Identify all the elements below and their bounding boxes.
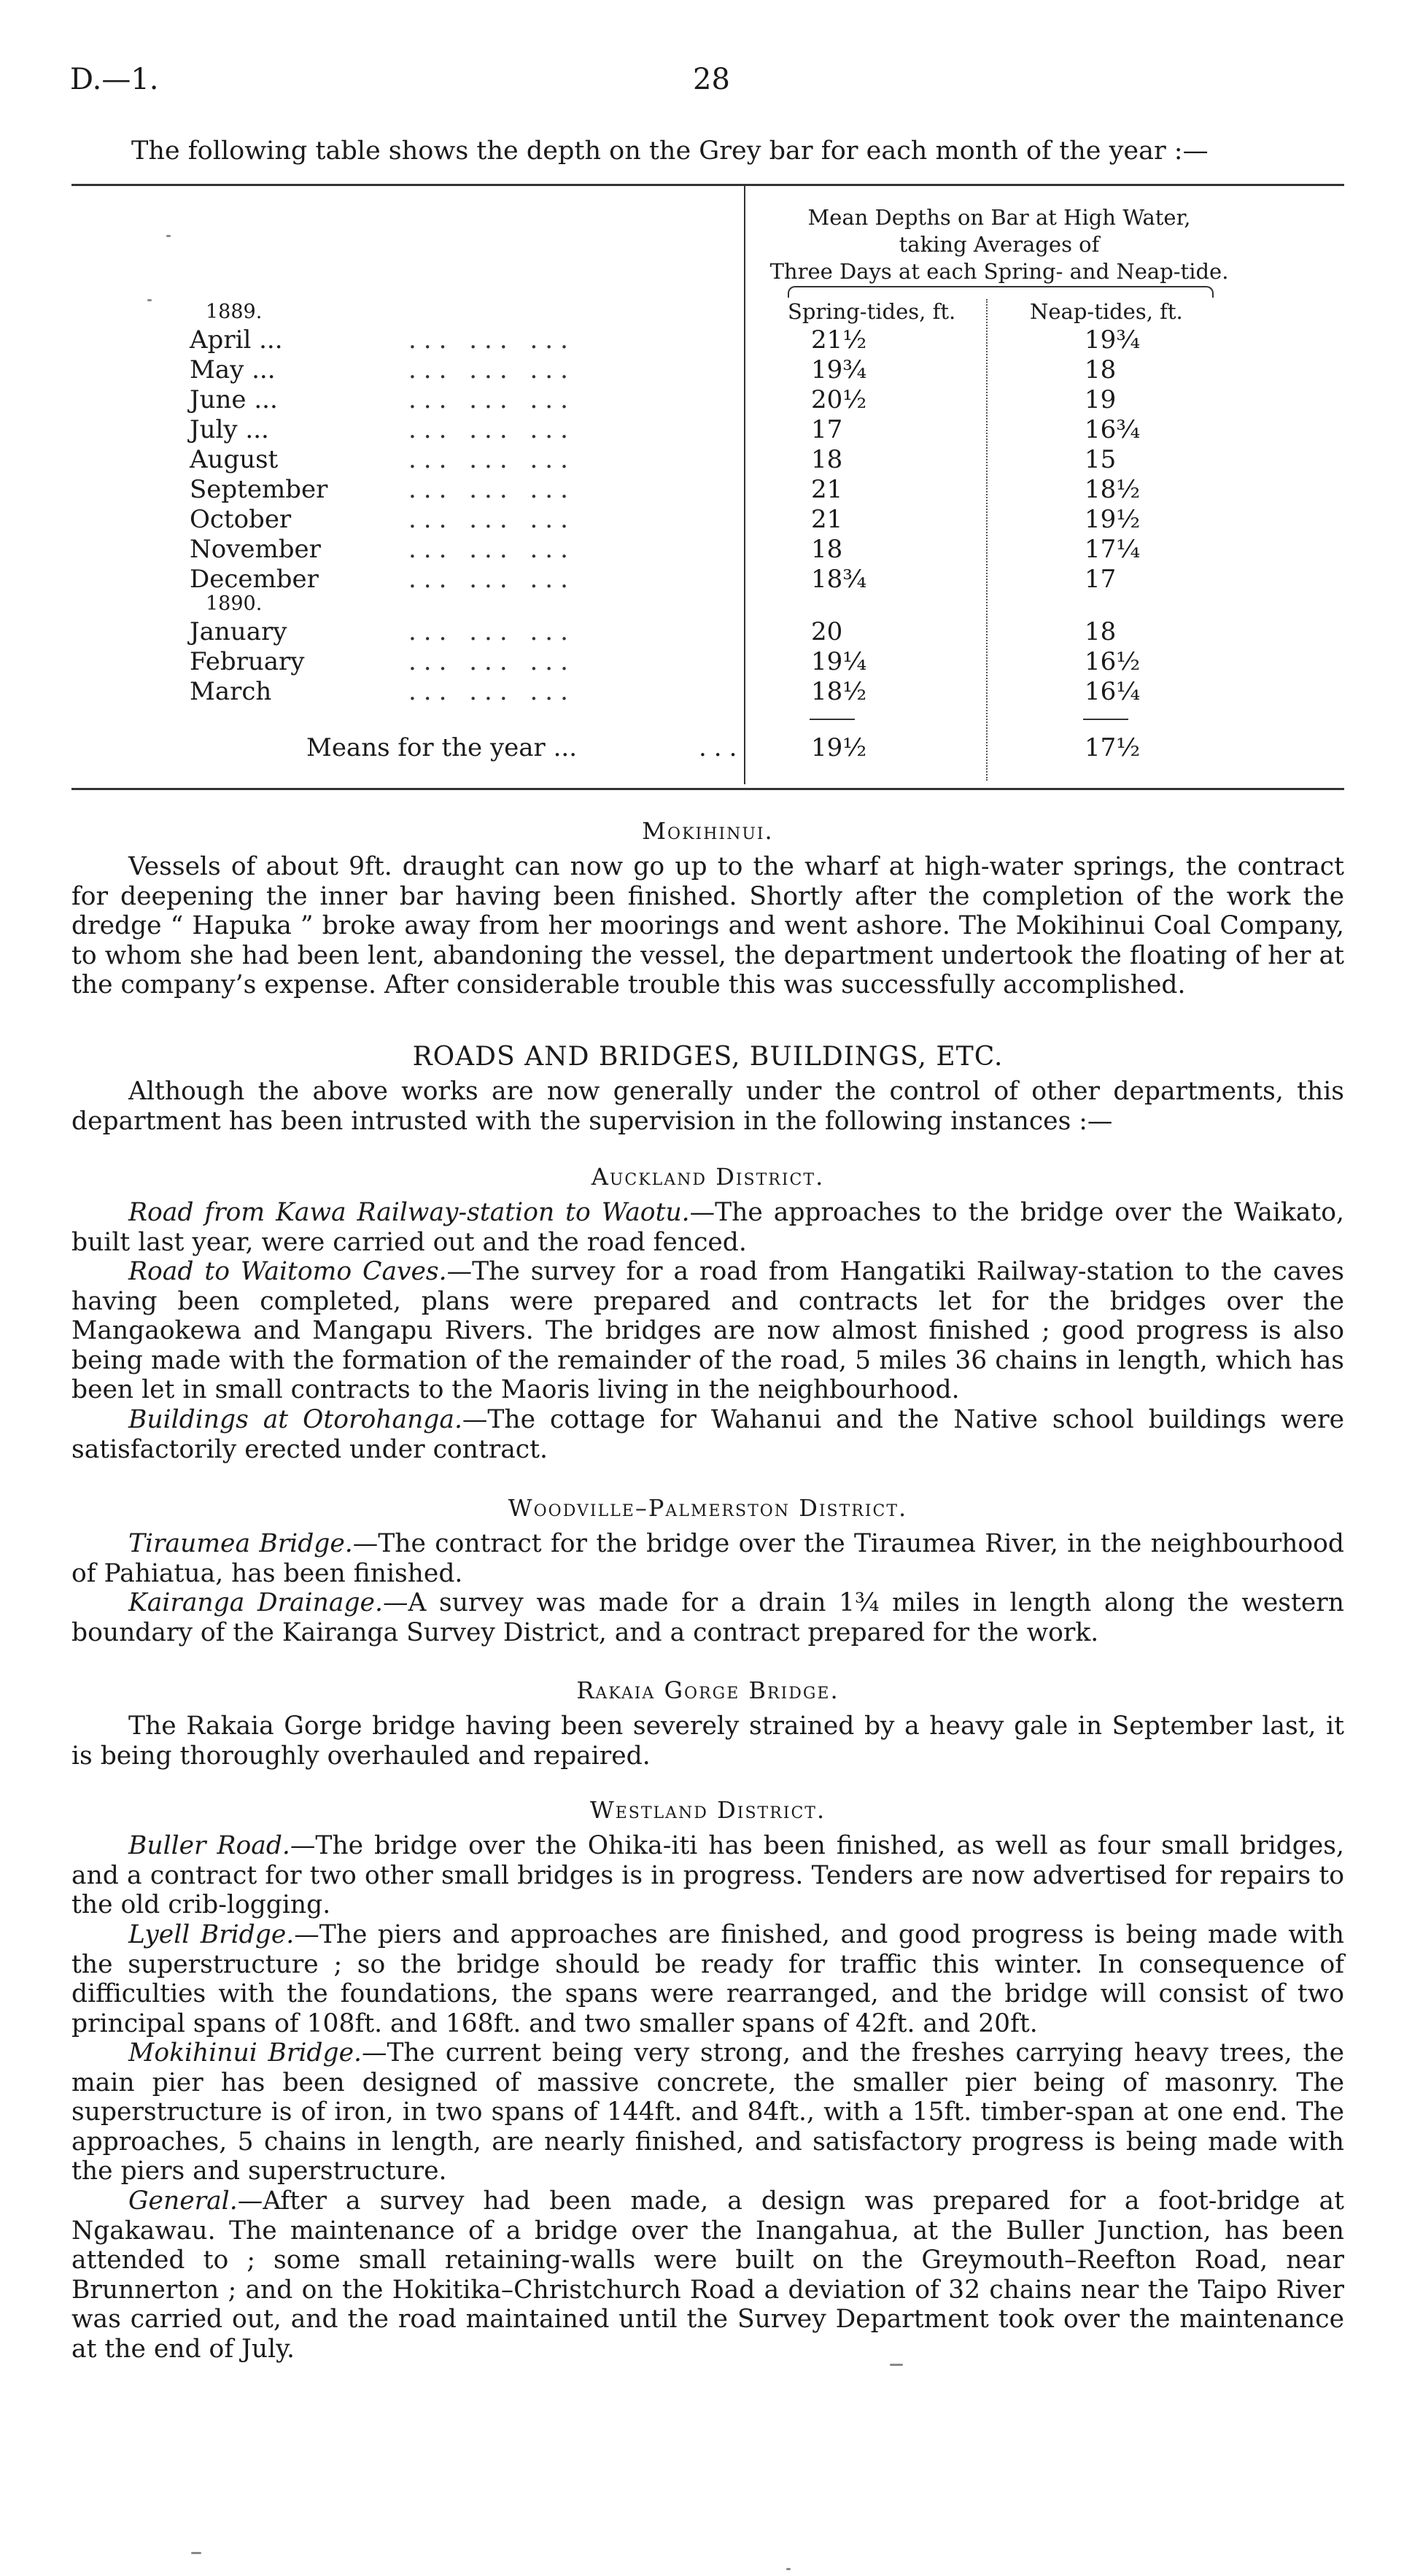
dot-leader: ... ... ... <box>408 535 575 564</box>
month-cell: April ... <box>190 325 283 355</box>
spring-value: 19¾ <box>811 355 867 384</box>
table-row <box>190 475 1357 504</box>
column-group-heading-line: taking Averages of <box>899 232 1100 257</box>
paragraph-text: —The survey for a road from Hangatiki Railway-station to the caves having been completed, plans were prepared and contracts let for the bridges over the Mangaokewa and Mangapu Rivers. The bridges are now almost finished ; good progress is also being made with the formation of the remainder of the road, 5 miles 36 chains in length, which has been let in small contracts to the Maoris living in the neighbourhood. <box>71 1257 1344 1404</box>
paragraph-title: Lyell Bridge. <box>128 1920 295 1949</box>
dot-leader: ... ... ... <box>408 325 575 355</box>
table-row <box>190 565 1357 594</box>
scan-speck <box>166 235 171 237</box>
spring-value: 18¾ <box>811 565 867 594</box>
paragraph-text: —After a survey had been made, a design was prepared for a foot-bridge at Ngakawau. The maintenance of a bridge over the Inangahua, at the Buller Junction, has been attended to ; some small retaining-walls were built on the Greymouth–Reefton Road, near Brunnerton ; and on the Hokitika–Christchurch Road a deviation of 32 chains near the Taipo River was carried out, and the road maintained until the Survey Department took over the maintenance at the end of July. <box>71 2186 1344 2364</box>
table-row <box>190 505 1357 534</box>
table-row <box>190 415 1357 444</box>
dot-leader: ... ... ... <box>408 385 575 414</box>
spring-value: 20½ <box>811 385 867 414</box>
page-number: 28 <box>693 63 730 96</box>
year-label-1890: 1890. <box>206 592 263 615</box>
spring-sum-rule <box>810 719 855 720</box>
dot-leader: ... ... ... <box>408 475 575 504</box>
table-row <box>190 385 1357 414</box>
spring-tides-header: Spring-tides, ft. <box>788 299 956 324</box>
scan-speck <box>191 2552 201 2554</box>
paragraph-title: Buildings at Otorohanga. <box>128 1405 462 1434</box>
spring-value: 20 <box>811 617 843 646</box>
month-cell: October <box>190 505 292 534</box>
paragraph-text: —The piers and approaches are finished, and good progress is being made with the superstructure ; so the bridge should be ready for traffic this winter. In consequence of difficulties with the foundations, the spans were rearranged, and the bridge will consist of two principal spans of 108ft. and 168ft. and two smaller spans of 42ft. and 20ft. <box>71 1920 1344 2038</box>
spring-value: 21 <box>811 475 843 504</box>
paragraph-title: Mokihinui Bridge. <box>128 2038 362 2068</box>
section-heading-mokihinui: Mokihinui. <box>642 817 774 845</box>
spring-value: 21 <box>811 505 843 534</box>
spring-value: 18 <box>811 445 843 474</box>
table-row <box>190 535 1357 564</box>
spring-value: 17 <box>811 415 843 444</box>
month-cell: July ... <box>190 415 269 444</box>
paragraph-otorohanga-buildings <box>71 1405 1344 1464</box>
spring-value: 21½ <box>811 325 867 355</box>
section-heading-roads: ROADS AND BRIDGES, BUILDINGS, ETC. <box>412 1042 1004 1072</box>
month-cell: September <box>190 475 328 504</box>
neap-value: 17 <box>1085 565 1117 594</box>
paragraph-text: —The bridge over the Ohika-iti has been finished, as well as four small bridges, and a contract for two other small bridges is in progress. Tenders are now advertised for repairs to the old crib-logging. <box>71 1831 1344 1919</box>
paragraph-title: Road from Kawa Railway-station to Waotu. <box>128 1198 690 1227</box>
paragraph-text: Vessels of about 9ft. draught can now go up to the wharf at high-water springs, the contract for deepening the inner bar having been finished. Shortly after the completion of the work the dredge “ Hapuka ” broke away from her moorings and went ashore. The Mokihinui Coal Company, to whom she had been lent, abandoning the vessel, the department undertook the floating of her at the company’s expense. After considerable trouble this was successfully accomplished. <box>71 852 1344 999</box>
paragraph-mokihinui <box>71 852 1344 1000</box>
paragraph-text: The Rakaia Gorge bridge having been severely strained by a heavy gale in September last, it is being thoroughly overhauled and repaired. <box>71 1711 1344 1771</box>
paragraph-title: Kairanga Drainage. <box>128 1588 383 1617</box>
table-row <box>190 617 1357 646</box>
table-caption: The following table shows the depth on the Grey bar for each month of the year :— <box>131 136 1209 166</box>
neap-value: 17¼ <box>1085 535 1141 564</box>
table-row <box>190 445 1357 474</box>
means-dot-leader: ... <box>699 733 745 762</box>
paragraph-text: —The contract for the bridge over the Tiraumea River, in the neighbourhood of Pahiatua, has been finished. <box>71 1529 1344 1588</box>
table-bottom-rule <box>71 788 1344 790</box>
neap-value: 18 <box>1085 617 1117 646</box>
neap-value: 19 <box>1085 385 1117 414</box>
neap-value: 15 <box>1085 445 1117 474</box>
dot-leader: ... ... ... <box>408 617 575 646</box>
dot-leader: ... ... ... <box>408 677 575 706</box>
dot-leader: ... ... ... <box>408 445 575 474</box>
paragraph-mokihinui-bridge <box>71 2038 1344 2186</box>
scan-speck <box>890 2364 903 2366</box>
dot-leader: ... ... ... <box>408 415 575 444</box>
section-heading-westland: Westland District. <box>589 1796 826 1824</box>
paragraph-title: Road to Waitomo Caves. <box>128 1257 447 1286</box>
month-cell: November <box>190 535 321 564</box>
table-row <box>190 325 1357 355</box>
paragraph-waitomo-road <box>71 1257 1344 1405</box>
month-cell: May ... <box>190 355 276 384</box>
neap-value: 19¾ <box>1085 325 1141 355</box>
month-cell: June ... <box>190 385 278 414</box>
paragraph-title: Buller Road. <box>128 1831 290 1860</box>
dot-leader: ... ... ... <box>408 355 575 384</box>
column-group-heading <box>744 204 1254 285</box>
neap-value: 16½ <box>1085 647 1141 676</box>
means-neap-value: 17½ <box>1085 733 1141 762</box>
paragraph-title: General. <box>128 2186 238 2216</box>
table-row <box>190 677 1357 706</box>
dot-leader: ... ... ... <box>408 505 575 534</box>
paragraph-lyell-bridge <box>71 1920 1344 2038</box>
paragraph-title: Tiraumea Bridge. <box>128 1529 353 1558</box>
table-top-rule <box>71 184 1344 186</box>
means-spring-value: 19½ <box>811 733 867 762</box>
paragraph-kawa-road <box>71 1198 1344 1257</box>
table-row <box>190 355 1357 384</box>
section-heading-woodville: Woodville–Palmerston District. <box>508 1494 908 1522</box>
column-group-heading-line: Mean Depths on Bar at High Water, <box>807 205 1191 230</box>
paragraph-tiraumea-bridge <box>71 1529 1344 1588</box>
document-code: D.—1. <box>70 63 159 96</box>
column-group-heading-line: Three Days at each Spring- and Neap-tide. <box>769 259 1229 284</box>
spring-value: 18 <box>811 535 843 564</box>
neap-value: 16¼ <box>1085 677 1141 706</box>
section-heading-auckland: Auckland District. <box>591 1163 825 1191</box>
neap-value: 16¾ <box>1085 415 1141 444</box>
month-cell: February <box>190 647 305 676</box>
paragraph-text: —A survey was made for a drain 1¾ miles in length along the western boundary of the Kairanga Survey District, and a contract prepared for the work. <box>71 1588 1345 1647</box>
neap-value: 18 <box>1085 355 1117 384</box>
scan-speck <box>147 299 152 301</box>
spring-value: 19¼ <box>811 647 867 676</box>
paragraph-roads <box>71 1077 1344 1136</box>
paragraph-text: —The cottage for Wahanui and the Native school buildings were satisfactorily erected under contract. <box>71 1405 1344 1464</box>
means-label: Means for the year ... <box>306 733 578 762</box>
column-group-brace <box>788 286 1214 298</box>
table-row <box>190 647 1357 676</box>
paragraph-general <box>71 2186 1344 2364</box>
dot-leader: ... ... ... <box>408 565 575 594</box>
month-cell: August <box>190 445 279 474</box>
year-label-1889: 1889. <box>206 301 263 323</box>
neap-tides-header: Neap-tides, ft. <box>1030 299 1183 324</box>
scan-speck <box>786 2568 791 2570</box>
section-heading-rakaia: Rakaia Gorge Bridge. <box>576 1676 839 1704</box>
paragraph-text: —The current being very strong, and the freshes carrying heavy trees, the main pier has been designed of massive concrete, the smaller pier being of masonry. The superstructure is of iron, in two spans of 144ft. and 84ft., with a 15ft. timber-span at one end. The approaches, 5 chains in length, are nearly finished, and satisfactory progress is being made with the piers and superstructure. <box>71 2038 1344 2186</box>
paragraph-rakaia <box>71 1711 1344 1771</box>
paragraph-kairanga-drainage <box>71 1588 1344 1647</box>
paragraph-text: Although the above works are now generally under the control of other departments, this department has been intrusted with the supervision in the following instances :— <box>71 1077 1344 1136</box>
dot-leader: ... ... ... <box>408 647 575 676</box>
paragraph-buller-road <box>71 1831 1344 1920</box>
neap-value: 18½ <box>1085 475 1141 504</box>
month-cell: January <box>190 617 287 646</box>
spring-value: 18½ <box>811 677 867 706</box>
neap-sum-rule <box>1083 719 1128 720</box>
month-cell: March <box>190 677 272 706</box>
paragraph-text: —The approaches to the bridge over the Waikato, built last year, were carried out and the road fenced. <box>71 1198 1344 1257</box>
month-cell: December <box>190 565 319 594</box>
neap-value: 19½ <box>1085 505 1141 534</box>
